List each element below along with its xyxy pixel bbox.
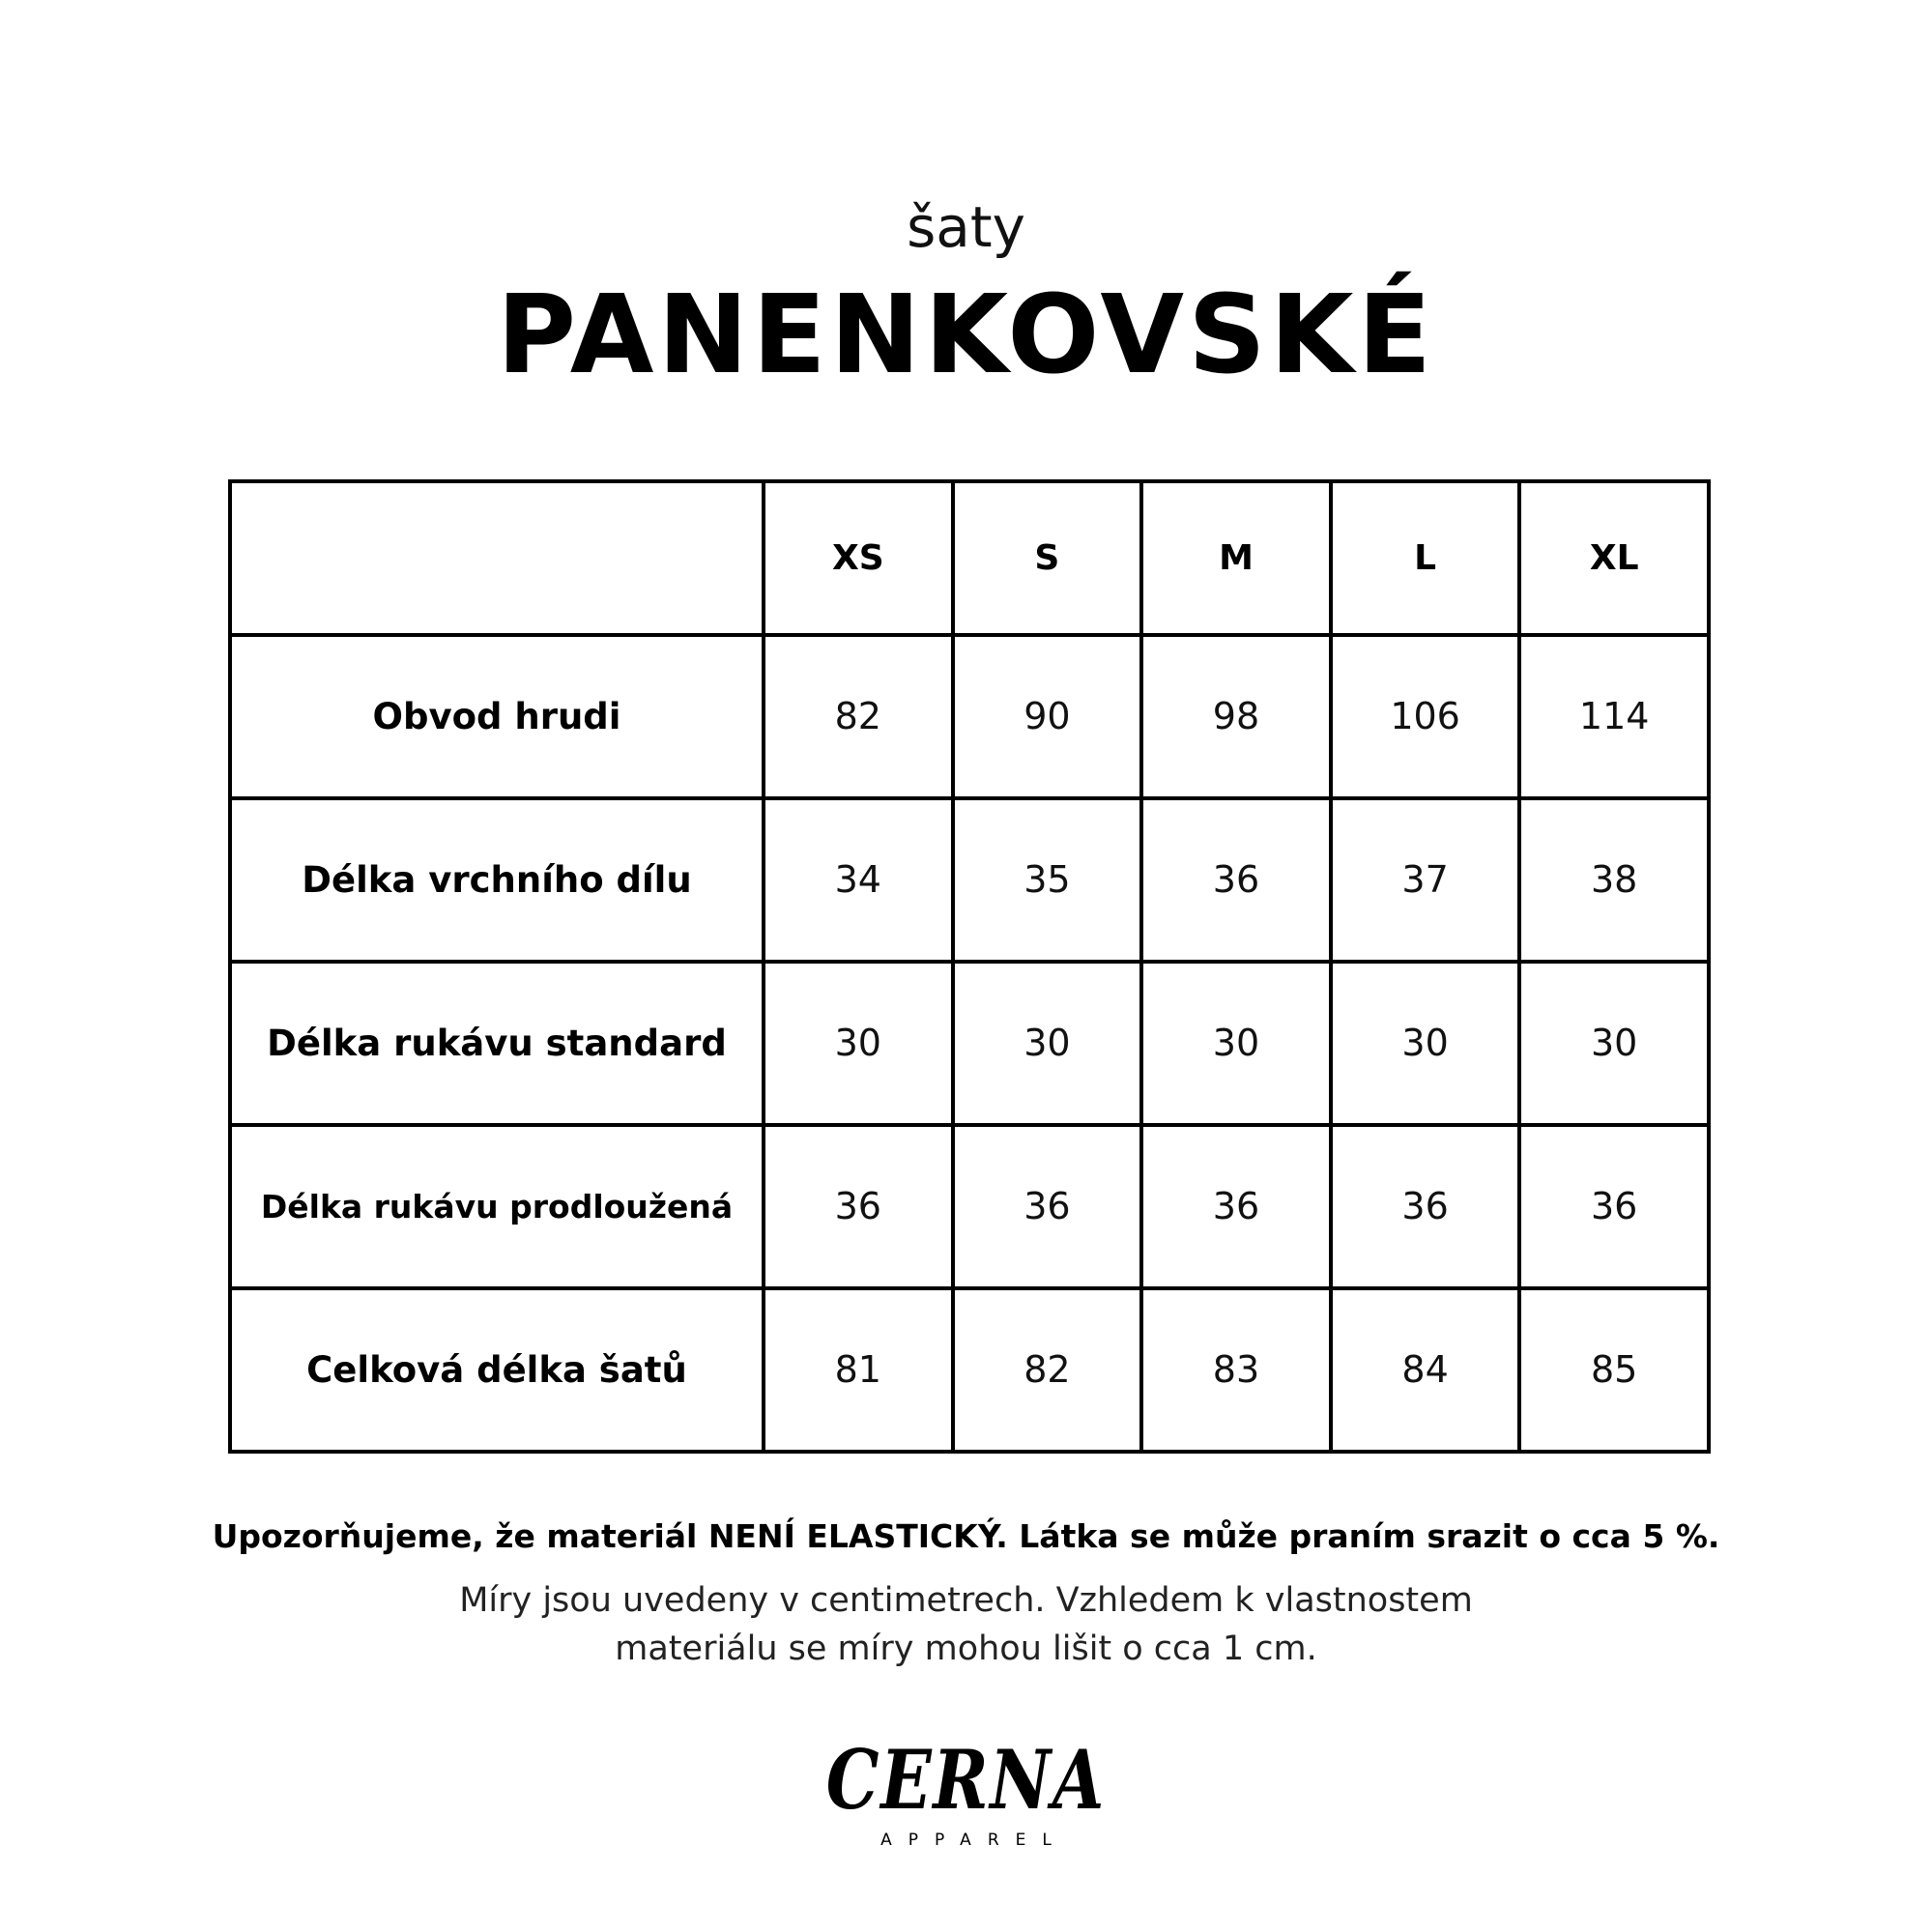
table-row (230, 635, 1709, 798)
table-cell: 35 (953, 798, 1142, 962)
table-row (230, 798, 1709, 962)
row-label: Délka rukávu standard (230, 962, 764, 1125)
table-cell: 30 (1331, 962, 1520, 1125)
size-header-xl: XL (1519, 481, 1709, 635)
table-cell: 36 (1519, 1125, 1709, 1288)
table-cell: 30 (1141, 962, 1331, 1125)
table-cell: 30 (953, 962, 1142, 1125)
size-header-s: S (953, 481, 1142, 635)
table-cell: 98 (1141, 635, 1331, 798)
measurement-note-line-2: materiálu se míry mohou lišit o cca 1 cm. (615, 1629, 1317, 1668)
table-cell: 38 (1519, 798, 1709, 962)
brand-logo-tagline: APPAREL (880, 1831, 1068, 1850)
table-row (230, 962, 1709, 1125)
brand-logo-name: CERNA (825, 1732, 1107, 1828)
page-title: PANENKOVSKÉ (496, 273, 1436, 398)
size-header-l: L (1331, 481, 1520, 635)
table-cell: 82 (953, 1288, 1142, 1452)
table-cell: 36 (1331, 1125, 1520, 1288)
table-cell: 36 (764, 1125, 953, 1288)
table-cell: 36 (953, 1125, 1142, 1288)
table-cell: 36 (1141, 1125, 1331, 1288)
table-cell: 83 (1141, 1288, 1331, 1452)
table-cell: 34 (764, 798, 953, 962)
table-cell: 30 (1519, 962, 1709, 1125)
brand-logo (0, 1732, 1932, 1855)
table-row (230, 1288, 1709, 1452)
table-cell: 30 (764, 962, 953, 1125)
table-cell: 82 (764, 635, 953, 798)
table-cell: 81 (764, 1288, 953, 1452)
page-subtitle: šaty (907, 194, 1025, 260)
table-cell: 106 (1331, 635, 1520, 798)
table-cell: 114 (1519, 635, 1709, 798)
material-warning: Upozorňujeme, že materiál NENÍ ELASTICKÝ. Látka se může praním srazit o cca 5 %. (212, 1517, 1720, 1555)
size-header-m: M (1141, 481, 1331, 635)
measurement-note-line-1: Míry jsou uvedeny v centimetrech. Vzhledem k vlastnostem (459, 1581, 1473, 1620)
table-corner-cell (230, 481, 764, 635)
size-chart-table (228, 479, 1711, 1454)
table-cell: 37 (1331, 798, 1520, 962)
table-cell: 85 (1519, 1288, 1709, 1452)
row-label: Délka rukávu prodloužená (230, 1125, 764, 1288)
size-header-xs: XS (764, 481, 953, 635)
table-header-row (230, 481, 1709, 635)
table-cell: 36 (1141, 798, 1331, 962)
measurement-note (0, 1576, 1932, 1673)
row-label: Délka vrchního dílu (230, 798, 764, 962)
row-label: Celková délka šatů (230, 1288, 764, 1452)
table-cell: 90 (953, 635, 1142, 798)
row-label: Obvod hrudi (230, 635, 764, 798)
table-row (230, 1125, 1709, 1288)
table-cell: 84 (1331, 1288, 1520, 1452)
